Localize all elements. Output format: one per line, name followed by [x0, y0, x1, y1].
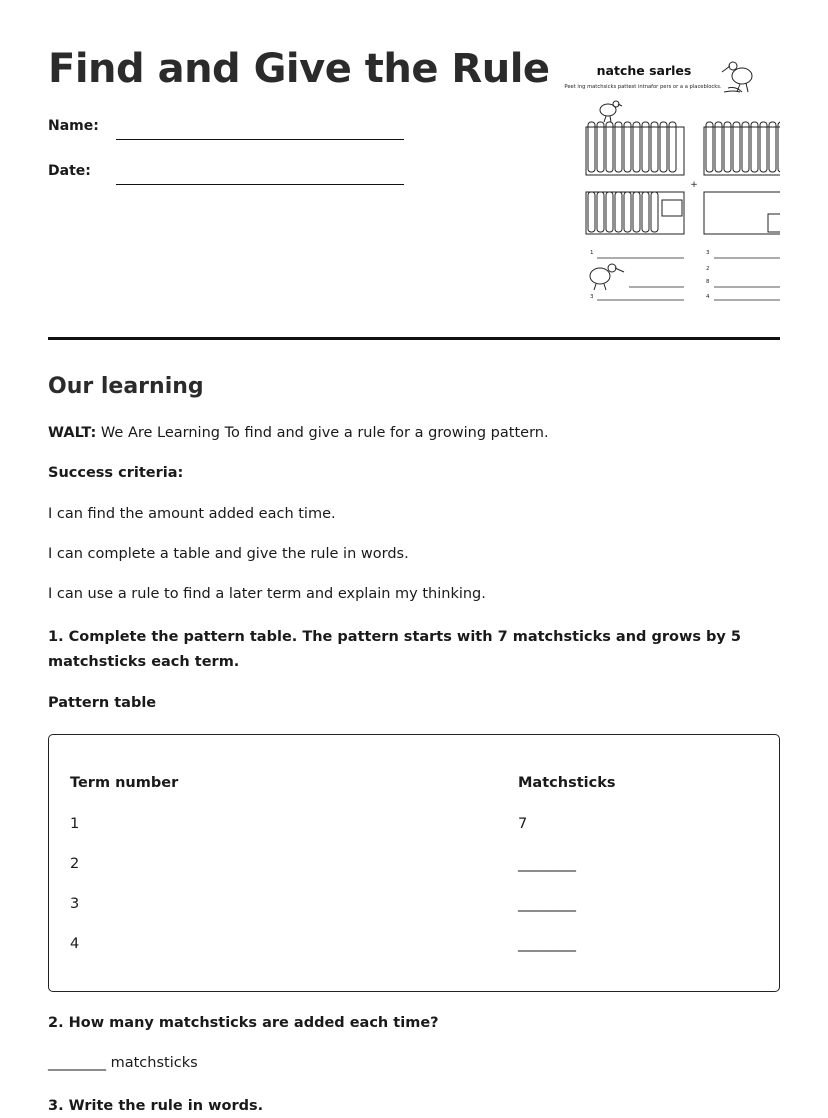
right-number-3: 8	[706, 279, 710, 285]
plus-sign: +	[690, 180, 698, 190]
question-2-unit: matchsticks	[106, 1055, 198, 1071]
matchstick-illustration	[534, 52, 780, 310]
page-title: Find and Give the Rule	[48, 46, 550, 92]
header-term-number: Term number	[70, 775, 179, 791]
table-row-3-blank[interactable]: ________	[518, 896, 576, 912]
kiwi-bird-icon	[722, 62, 752, 92]
success-criteria-label: Success criteria:	[48, 465, 184, 481]
question-2: 2. How many matchsticks are added each time?	[48, 1015, 439, 1031]
right-number-2: 2	[706, 266, 710, 272]
walt-text: We Are Learning To find and give a rule for a growing pattern.	[96, 425, 549, 441]
table-row-1-term: 1	[70, 816, 80, 832]
table-row-4-term: 4	[70, 936, 80, 952]
matchstick-group-1	[586, 122, 684, 175]
question-2-answer	[48, 1055, 198, 1071]
table-row-1-value: 7	[518, 816, 528, 832]
right-number-4: 4	[706, 294, 710, 300]
answer-lines-right	[714, 258, 780, 300]
left-number-1: 1	[590, 250, 594, 256]
illustration-subheading: Peet ing matchsicks pattest intnafor pers or a a placeblocks.	[564, 84, 722, 90]
matchstick-group-4	[704, 192, 780, 234]
table-row-2-blank[interactable]: ________	[518, 856, 576, 872]
date-field[interactable]	[116, 184, 404, 185]
matchstick-group-2	[704, 122, 780, 175]
small-bird-icon	[600, 101, 622, 122]
name-field[interactable]	[116, 139, 404, 140]
criteria-item-3: I can use a rule to find a later term and explain my thinking.	[48, 586, 486, 602]
criteria-item-2: I can complete a table and give the rule in words.	[48, 546, 409, 562]
kiwi-bird-small-icon	[590, 264, 624, 290]
walt-statement	[48, 425, 549, 441]
pattern-table	[48, 734, 780, 992]
table-row-4-blank[interactable]: ________	[518, 936, 576, 952]
pattern-table-label: Pattern table	[48, 695, 157, 711]
walt-label: WALT:	[48, 425, 97, 441]
question-1: 1. Complete the pattern table. The pattern starts with 7 matchsticks and grows by 5 matchsticks each term.	[48, 629, 741, 670]
header-matchsticks: Matchsticks	[518, 775, 616, 791]
table-row-3-term: 3	[70, 896, 80, 912]
right-number-1: 3	[706, 250, 710, 256]
date-label: Date:	[48, 163, 91, 179]
matchstick-group-3	[586, 192, 684, 234]
criteria-item-1: I can find the amount added each time.	[48, 506, 336, 522]
section-divider	[48, 337, 780, 340]
question-2-blank[interactable]: ________	[48, 1055, 106, 1071]
illustration-heading: natche sarles	[596, 63, 692, 78]
learning-heading: Our learning	[48, 374, 204, 399]
table-row-2-term: 2	[70, 856, 80, 872]
left-number-2: 3	[590, 294, 594, 300]
name-label: Name:	[48, 118, 99, 134]
question-3: 3. Write the rule in words.	[48, 1098, 264, 1114]
